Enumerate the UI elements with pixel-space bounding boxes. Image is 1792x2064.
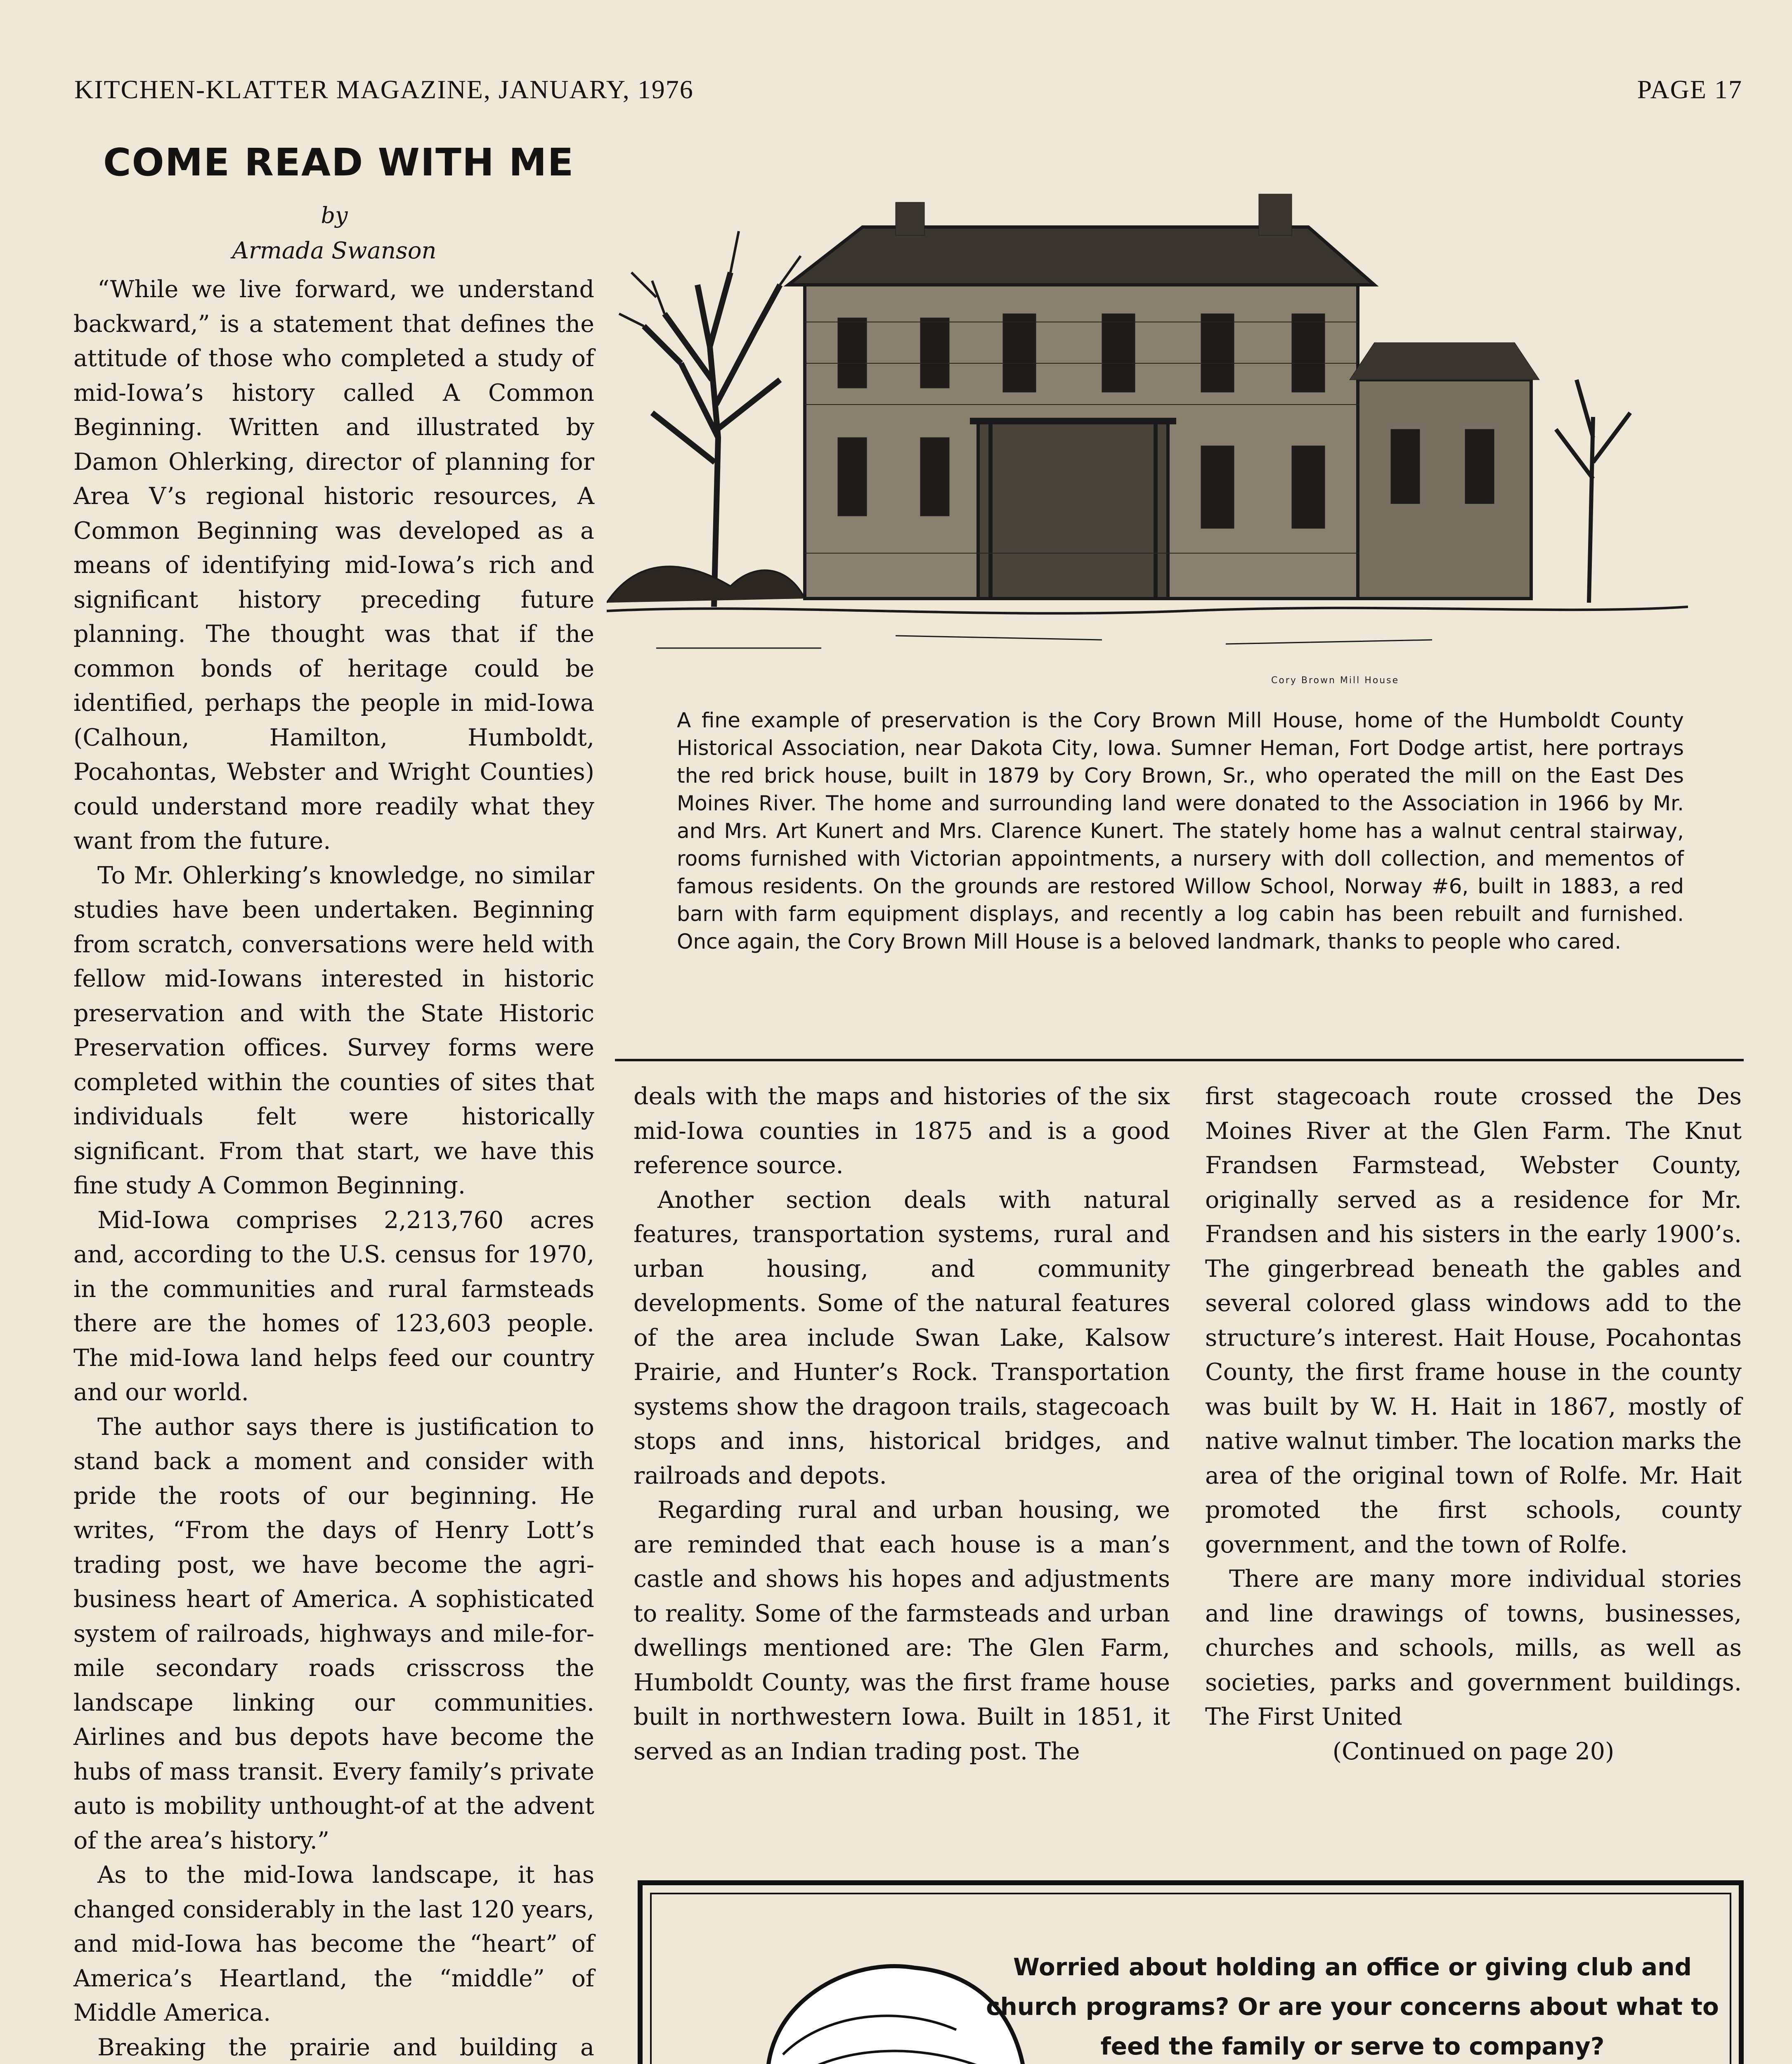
byline-by: by bbox=[321, 202, 348, 228]
illustration-caption: A fine example of preservation is the Cory Brown Mill House, home of the Humboldt County Historical Association, near Dakota City, Iowa. Sumner Heman, Fort Dodge artist, here portrays the red brick house, built in 1879 by Cory Brown, Sr., who operated the mill on the East Des Moines River. The home and surrounding land were donated to the Association in 1966 by Mr. and Mrs. Art Kunert and Mrs. Clarence Kunert. The stately home has a walnut central stairway, rooms furnished with Victorian appointments, a nursery with doll collection, and mementos of famous residents. On the grounds are restored Willow School, Norway #6, built in 1883, a red barn with farm equipment displays, and recently a log cabin has been rebuilt and furnished. Once again, the Cory Brown Mill House is a beloved landmark, thanks to people who cared. bbox=[677, 708, 1684, 954]
paragraph: Another section deals with natural features, transportation systems, rural and urban housing, and community developments. Some of the natural features of the area include Swan Lake, Kalsow Prairie, and Hunter’s Rock. Transportation systems show the dragoon trails, stagecoach stops and inns, historical bridges, and railroads and depots. bbox=[634, 1186, 1170, 1489]
paragraph: Breaking the prairie and building a bbox=[97, 2033, 594, 2061]
illustration-signature: Cory Brown Mill House bbox=[1271, 675, 1400, 686]
paragraph: first stagecoach route crossed the Des Moines River at the Glen Farm. The Knut Frandsen Farmstead, Webster County, originally served as a residence for Mr. Frandsen and his sisters in the early 1900’s. The gingerbread beneath the gables and several colored glass windows add to the structure’s interest. Hait House, Pocahontas County, the first frame house in the county was built by W. H. Hait in 1867, mostly of native walnut timber. The location marks the area of the original town of Rolfe. Mr. Hait promoted the first schools, county government, and the town of Rolfe. bbox=[1205, 1083, 1742, 1558]
paragraph: Regarding rural and urban housing, we are reminded that each house is a man’s castle and shows his hopes and adjustments to reality. Some of the farmsteads and urban dwellings mentioned are: The Glen Farm, Humboldt County, was the first frame house built in northwestern Iowa. Built in 1851, it served as an Indian trading post. The bbox=[634, 1496, 1170, 1765]
paragraph: There are many more individual stories and line drawings of towns, businesses, churches and schools, mills, as well as societies, parks and government buildings. The First United bbox=[1205, 1565, 1742, 1730]
byline-author: Armada Swanson bbox=[232, 237, 437, 264]
article-title: COME READ WITH ME bbox=[103, 140, 574, 185]
house-illustration bbox=[607, 149, 1688, 694]
paragraph: Mid-Iowa comprises 2,213,760 acres and, according to the U.S. census for 1970, in the communities and rural farmsteads there are the homes of 123,603 people. The mid-Iowa land helps feed our country and our world. bbox=[73, 1206, 594, 1406]
column-2 bbox=[634, 1079, 1170, 1847]
paragraph: The author says there is justification to stand back a moment and consider with pride the roots of our beginning. He writes, “From the days of Henry Lott’s trading post, we have become the agri-business heart of America. A sophisticated system of railroads, highways and mile-for-mile secondary roads crisscross the landscape linking our communities. Airlines and bus depots have become the hubs of mass transit. Every family’s private auto is mobility unthought-of at the advent of the area’s history.” bbox=[73, 1413, 594, 1854]
column-3 bbox=[1205, 1079, 1742, 1847]
subscription-ad bbox=[638, 1880, 1744, 2064]
section-rule bbox=[615, 1059, 1744, 1061]
paragraph: To Mr. Ohlerking’s knowledge, no similar studies have been undertaken. Beginning from scratch, conversations were held with fellow mid-Iowans interested in historic preservation and with the State Historic Preservation offices. Survey forms were completed within the counties of sites that individuals felt were historically significant. From that start, we have this fine study A Common Beginning. bbox=[73, 862, 594, 1199]
running-header bbox=[74, 74, 1742, 111]
publication-line: KITCHEN-KLATTER MAGAZINE, JANUARY, 1976 bbox=[74, 75, 694, 104]
paragraph: As to the mid-Iowa landscape, it has changed considerably in the last 120 years, and mid-Iowa has become the “heart” of America’s Heartland, the “middle” of Middle America. bbox=[73, 1861, 594, 2026]
paragraph: deals with the maps and histories of the six mid-Iowa counties in 1875 and is a good reference source. bbox=[634, 1083, 1170, 1179]
column-1 bbox=[73, 272, 594, 2064]
paragraph: “While we live forward, we understand backward,” is a statement that defines the attitude of those who completed a study of mid-Iowa’s history called A Common Beginning. Written and illustrated by Damon Ohlerking, director of planning for Area V’s regional historic resources, A Common Beginning was developed as a means of identifying mid-Iowa’s rich and significant history preceding future planning. The thought was that if the common bonds of heritage could be identified, perhaps the people in mid-Iowa (Calhoun, Hamilton, Humboldt, Pocahontas, Webster and Wright Counties) could understand more readily what they want from the future. bbox=[73, 276, 594, 854]
page-number: PAGE 17 bbox=[1637, 75, 1742, 104]
ad-pitch: Worried about holding an office or giving club and church programs? Or are your concerns about what to feed the family or serve to company? bbox=[986, 1953, 1719, 2060]
continued-note: (Continued on page 20) bbox=[1332, 1737, 1615, 1765]
